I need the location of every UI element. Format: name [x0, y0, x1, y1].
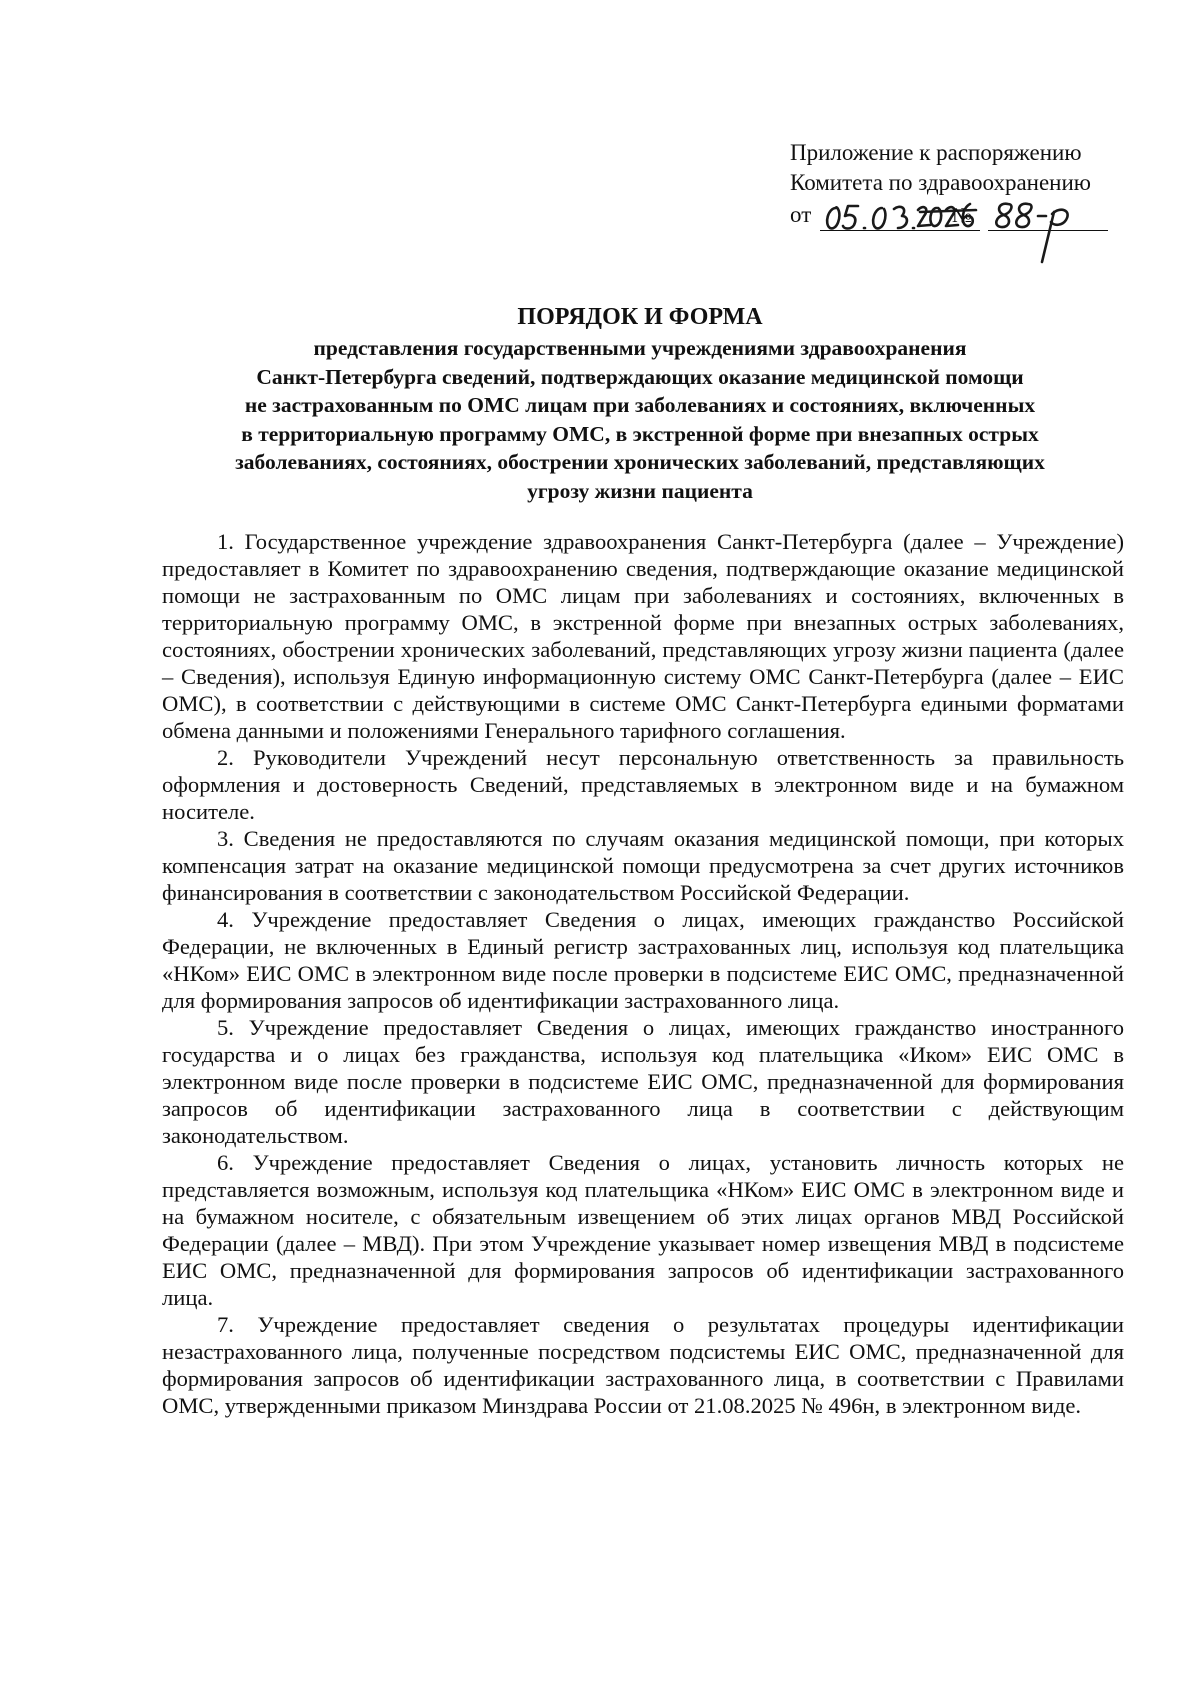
- document-subtitle: [150, 334, 1130, 506]
- paragraph-4: 4. Учреждение предоставляет Сведения о лицах, имеющих гражданство Российской Федерации, не включенных в Единый регистр застрахованных лиц, используя код плательщика «НКом» ЕИС ОМС в электронном виде после проверки в подсистеме ЕИС ОМС, предназначенной для формирования запросов об идентификации застрахованного лица.: [162, 907, 1124, 1013]
- paragraph-2: 2. Руководители Учреждений несут персональную ответственность за правильность оформления и достоверность Сведений, представляемых в электронном виде и на бумажном носителе.: [162, 745, 1124, 824]
- document-title: ПОРЯДОК И ФОРМА: [517, 304, 763, 330]
- attachment-header: [790, 138, 1130, 232]
- paragraph-7: 7. Учреждение предоставляет сведения о результатах процедуры идентификации незастрахованного лица, полученные посредством подсистемы ЕИС ОМС, предназначенной для формирования запросов об идентификации застрахованного лица, в соответствии с Правилами ОМС, утвержденными приказом Минздрава России от 21.08.2025 № 496н, в электронном виде.: [162, 1312, 1124, 1418]
- attachment-line-2: Комитета по здравоохранению: [790, 170, 1091, 195]
- subtitle-line: заболеваниях, состояниях, обострении хронических заболеваний, представляющих: [235, 450, 1045, 475]
- subtitle-line: угрозу жизни пациента: [527, 478, 753, 503]
- handwritten-number: [988, 202, 1108, 231]
- subtitle-line: представления государственными учреждениями здравоохранения: [313, 336, 967, 360]
- paragraph-5: 5. Учреждение предоставляет Сведения о лицах, имеющих гражданство иностранного государства и о лицах без гражданства, используя код плательщика «Иком» ЕИС ОМС в электронном виде после проверки в подсистеме ЕИС ОМС, предназначенной для формирования запросов об идентификации застрахованного лица в соответствии с действующим законодательством.: [162, 1015, 1124, 1148]
- date-prefix: от: [790, 202, 812, 227]
- subtitle-line: в территориальную программу ОМС, в экстренной форме при внезапных острых: [241, 421, 1039, 446]
- paragraph-3: 3. Сведения не предоставляются по случаям оказания медицинской помощи, при которых компенсация затрат на оказание медицинской помощи предусмотрена за счет других источников финансирования в соответствии с законодательством Российской Федерации.: [162, 826, 1124, 905]
- paragraph-6: 6. Учреждение предоставляет Сведения о лицах, установить личность которых не представляется возможным, используя код плательщика «НКом» ЕИС ОМС в электронном виде и на бумажном носителе, с обязательным извещением об этих лицах органов МВД Российской Федерации (далее – МВД). При этом Учреждение указывает номер извещения МВД в подсистеме ЕИС ОМС, предназначенной для формирования запросов об идентификации застрахованного лица.: [162, 1150, 1124, 1310]
- subtitle-line: не застрахованным по ОМС лицам при заболеваниях и состояниях, включенных: [244, 393, 1036, 418]
- paragraph-1: 1. Государственное учреждение здравоохранения Санкт-Петербурга (далее – Учреждение) предоставляет в Комитет по здравоохранению сведения, подтверждающие оказание медицинской помощи не застрахованным по ОМС лицам при заболеваниях и состояниях, включенных в территориальную программу ОМС, в экстренной форме при внезапных острых заболеваниях, состояниях, обострении хронических заболеваний, представляющих угрозу жизни пациента (далее – Сведения), используя Единую информационную систему ОМС Санкт-Петербурга (далее – ЕИС ОМС), в соответствии с действующими в системе ОМС Санкт-Петербурга едиными форматами обмена данными и положениями Генерального тарифного соглашения.: [162, 529, 1124, 743]
- attachment-line-1: Приложение к распоряжению: [790, 140, 1082, 165]
- document-body: [162, 528, 1124, 1419]
- attachment-date-number-line: [790, 198, 1130, 232]
- handwritten-number-mark: [988, 192, 1108, 272]
- document-title-block: [150, 302, 1130, 506]
- number-prefix: №: [952, 203, 973, 227]
- subtitle-line: Санкт-Петербурга сведений, подтверждающих оказание медицинской помощи: [256, 364, 1024, 389]
